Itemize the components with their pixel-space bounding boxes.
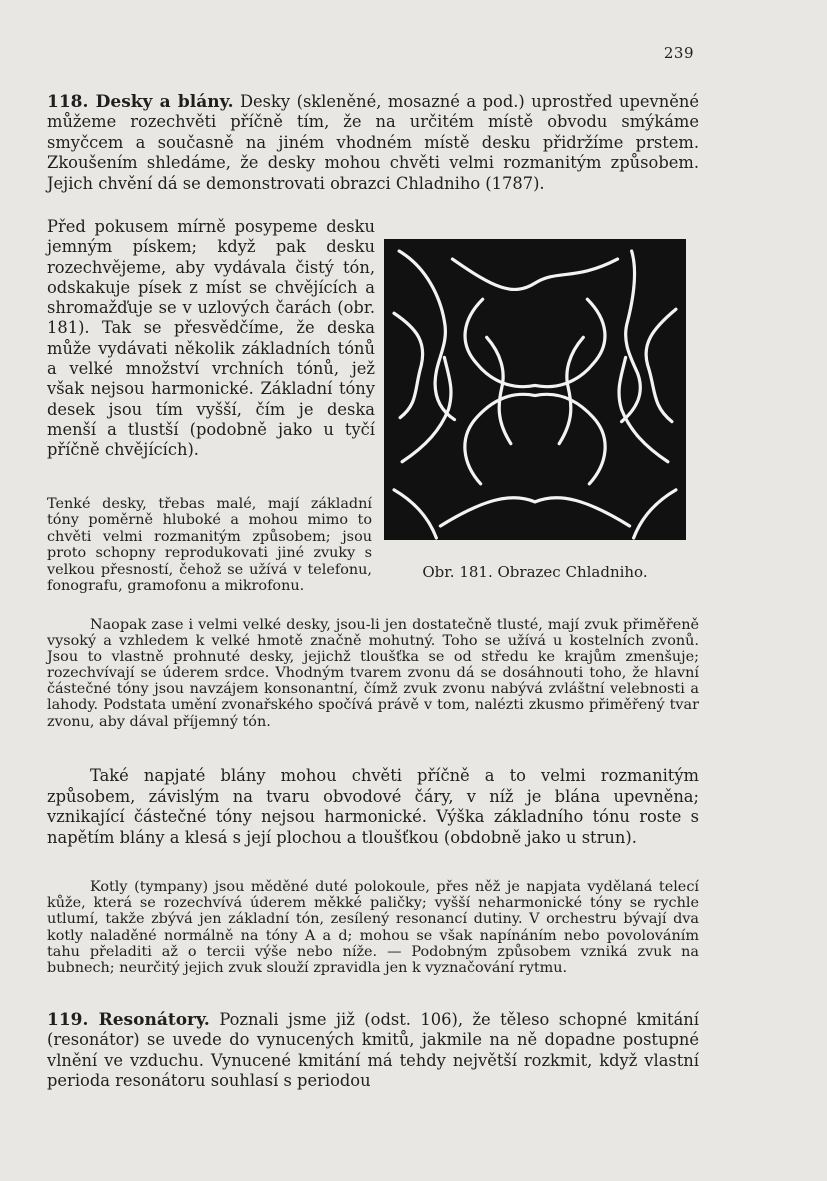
section-118-drums-paragraph: Kotly (tympany) jsou měděné duté polokoule, přes něž je napjata vydělaná telecí kůže, která se rozechvívá úderem měkké paličky; vyšší neharmonické tóny se rychle utlumí, takže zbývá jen základní tón, zesílený resonancí dutiny. V orchestru bývají dva kotly naladěné normálně na tóny A a d; mohou se však napínáním nebo povolováním tahu přeladiti až o tercii výše nebo níže. — Podobným způsobem vzniká zvuk na bubnech; neurčitý jejich zvuk slouží zpravidla jen k vyznačování rytmu.	[47, 879, 699, 977]
section-118-intro	[47, 92, 699, 194]
section-119-text: Poznali jsme již (odst. 106), že těleso schopné kmitání (resonátor) se uvede do vynucených kmitů, jakmile na ně dopadne postupné vlnění ve vzduchu. Vynucené kmitání má tehdy největší rozkmit, když vlastní perioda resonátoru souhlasí s periodou	[47, 1010, 699, 1091]
section-119-paragraph	[47, 1010, 699, 1092]
section-118-membrane-paragraph: Také napjaté blány mohou chvěti příčně a to velmi rozmanitým způsobem, závislým na tvaru obvodové čáry, v níž je blána upevněna; vznikající částečné tóny nejsou harmonické. Výška základního tónu roste s napětím blány a klesá s její plochou a tloušťkou (obdobně jako u strun).	[47, 766, 699, 847]
page-number: 239	[663, 44, 694, 62]
section-119-heading: 119. Resonátory.	[47, 1010, 210, 1030]
section-118-intro-text: Desky (skleněné, mosazné a pod.) uprostřed upevněné můžeme rozechvěti příčně tím, že na určitém místě obvodu smýkáme smyčcem a současně na jiném vhodném místě desku přidržíme prstem. Zkoušením shledáme, že desky mohou chvěti velmi rozmanitým způsobem. Jejich chvění dá se demonstrovati obrazci Chladniho (1787).	[47, 92, 699, 193]
section-118-heading: 118. Desky a blány.	[47, 92, 234, 112]
section-118-wrapped-small-paragraph: Tenké desky, třebas malé, mají základní tóny poměrně hluboké a mohou mimo to chvěti velmi rozmanitým způsobem; jsou proto schopny reprodukovati jiné zvuky s velkou přesností, čehož se užívá v telefonu, fonografu, gramofonu a mikrofonu.	[47, 496, 372, 595]
figure-caption: Obr. 181. Obrazec Chladniho.	[422, 563, 648, 581]
section-118-wrapped-paragraph: Před pokusem mírně posypeme desku jemným pískem; když pak desku rozechvějeme, aby vydávala čistý tón, odskakuje písek z míst se chvějících a shromažďuje se v uzlových čarách (obr. 181). Tak se přesvědčíme, že deska může vydávati několik základních tónů a velké množství vrchních tónů, jež však nejsou harmonické. Základní tóny desek jsou tím vyšší, čím je deska menší a tlustší (podobně jako u tyčí příčně chvějících).	[47, 217, 375, 460]
section-118-bells-paragraph: Naopak zase i velmi velké desky, jsou-li jen dostatečně tlusté, mají zvuk přiměřeně vysoký a vzhledem k velké hmotě značně mohutný. Toho se užívá u kostelních zvonů. Jsou to vlastně prohnuté desky, jejichž tloušťka se od středu ke krajům zmenšuje; rozechvívají se úderem srdce. Vhodným tvarem zvonu dá se dosáhnouti toho, že hlavní částečné tóny jsou navzájem konsonantní, čímž zvuk zvonu nabývá zvláštní velebnosti a lahody. Podstata umění zvonařského spočívá právě v tom, nalézti zkusmo přiměřený tvar zvonu, aby dával příjemný tón.	[47, 617, 699, 730]
chladni-figure	[384, 239, 686, 540]
